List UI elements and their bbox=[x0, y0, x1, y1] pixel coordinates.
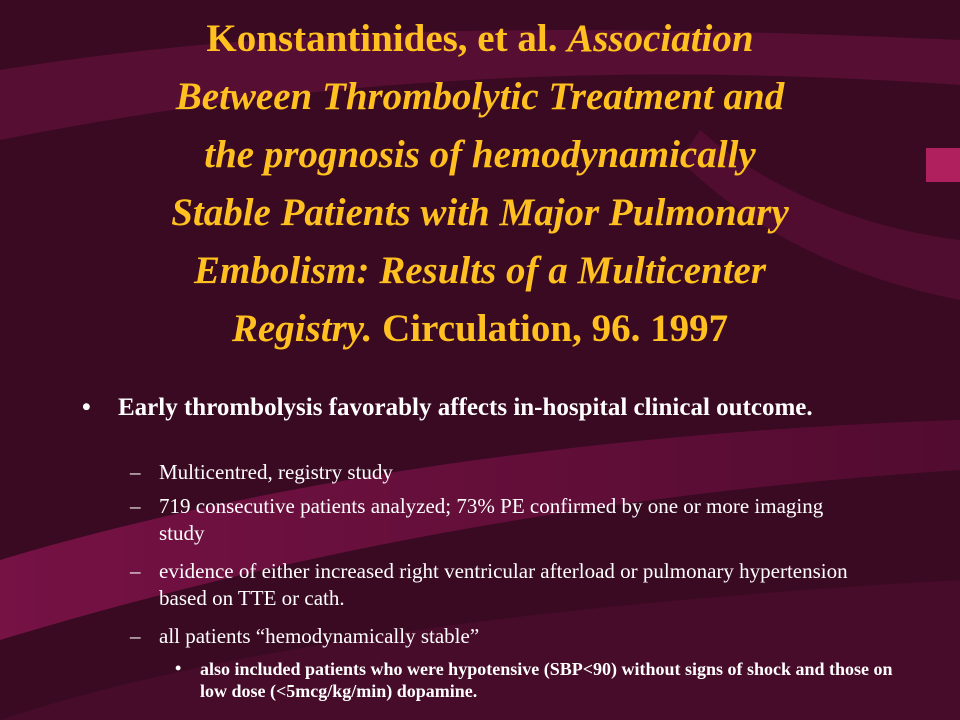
title-run: Stable Patients with Major Pulmonary bbox=[171, 191, 789, 234]
title-line bbox=[60, 68, 900, 126]
title-run: Embolism: Results of a Multicenter bbox=[193, 249, 767, 292]
bullet-marker: • bbox=[82, 394, 91, 421]
sub-bullet-3 bbox=[130, 558, 860, 612]
sub-bullet-4 bbox=[130, 623, 860, 650]
sub-bullet-text: evidence of either increased right ventricular afterload or pulmonary hypertension based on TTE or cath. bbox=[159, 559, 848, 610]
sub-bullet-text: 719 consecutive patients analyzed; 73% PE confirmed by one or more imaging study bbox=[159, 494, 824, 545]
sub-bullet-marker: – bbox=[130, 460, 141, 484]
sub-bullet-marker: – bbox=[130, 559, 141, 583]
title-run: Circulation, 96. 1997 bbox=[372, 307, 729, 350]
sub-bullet-2 bbox=[130, 493, 860, 547]
sub-bullet-1 bbox=[130, 459, 860, 486]
title-run: Between Thrombolytic Treatment and bbox=[175, 75, 785, 118]
title-line bbox=[60, 10, 900, 68]
title-run: the prognosis of hemodynamically bbox=[204, 133, 756, 176]
bullet-main-text: Early thrombolysis favorably affects in-hospital clinical outcome. bbox=[118, 394, 813, 421]
title-line bbox=[60, 300, 900, 358]
title-line bbox=[60, 126, 900, 184]
title-run: Registry. bbox=[231, 307, 373, 350]
title-line bbox=[60, 242, 900, 300]
sub-sub-bullet bbox=[175, 658, 895, 702]
sub-bullet-text: Multicentred, registry study bbox=[159, 460, 393, 484]
sub-bullet-text: all patients “hemodynamically stable” bbox=[159, 624, 480, 648]
slide-title bbox=[60, 10, 900, 358]
bullet-main bbox=[82, 392, 882, 423]
title-line bbox=[60, 184, 900, 242]
title-run: Association bbox=[567, 17, 754, 60]
sub-bullet-marker: – bbox=[130, 494, 141, 518]
title-run: Konstantinides, et al. bbox=[206, 17, 568, 60]
sub-sub-bullet-marker: • bbox=[175, 658, 182, 678]
sub-bullet-marker: – bbox=[130, 624, 141, 648]
sub-sub-bullet-text: also included patients who were hypotensive (SBP<90) without signs of shock and those on low dose (<5mcg/kg/min) dopamine. bbox=[200, 659, 893, 701]
